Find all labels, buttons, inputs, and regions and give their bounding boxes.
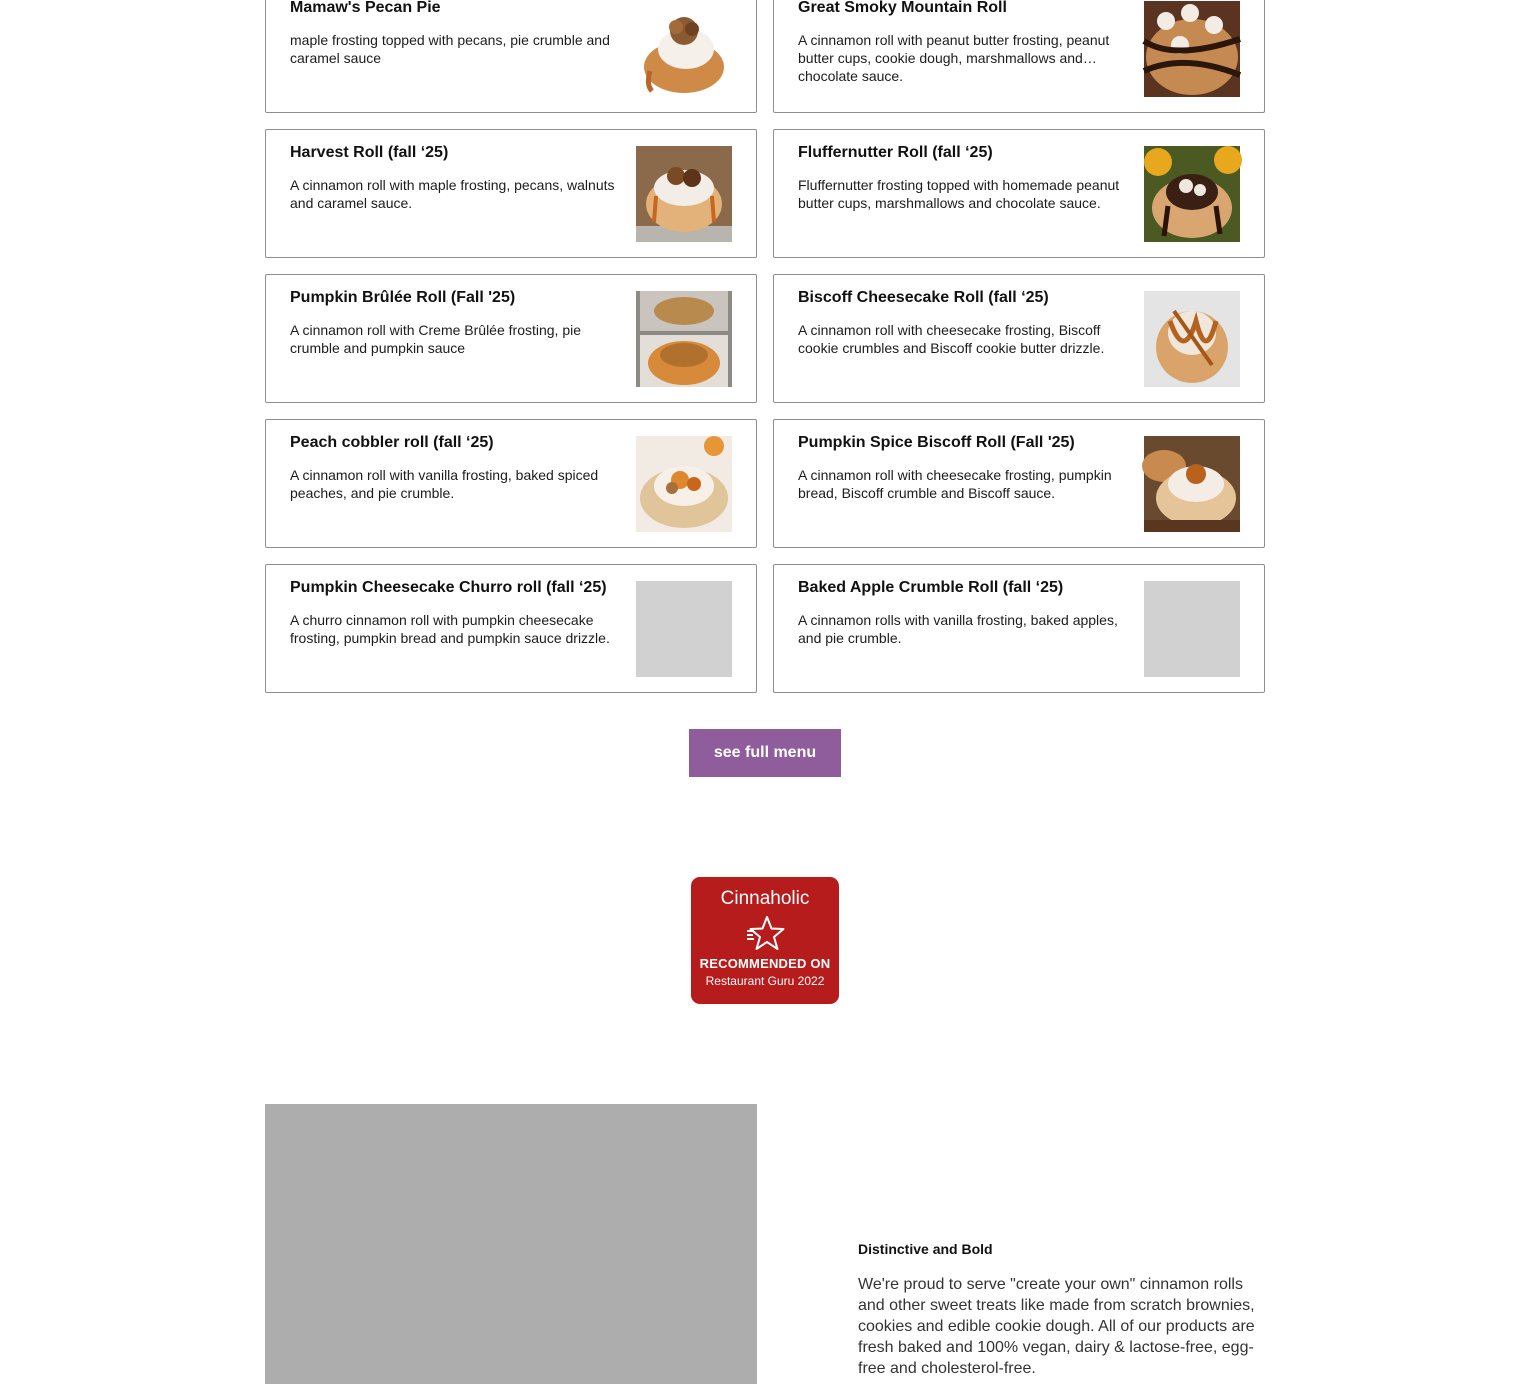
menu-item-image — [1144, 1, 1240, 97]
menu-item-description: A cinnamon rolls with vanilla frosting, baked apples, and pie crumble. — [798, 612, 1118, 646]
menu-item-card[interactable] — [773, 274, 1265, 403]
menu-item-card[interactable] — [265, 129, 757, 258]
menu-item-image — [1144, 436, 1240, 532]
menu-item-card[interactable] — [265, 0, 757, 113]
menu-item-name: Pumpkin Spice Biscoff Roll (Fall '25) — [798, 434, 1075, 451]
menu-item-image — [636, 1, 732, 97]
menu-item-image-placeholder — [636, 581, 732, 677]
menu-item-card[interactable] — [773, 419, 1265, 548]
menu-item-name: Great Smoky Mountain Roll — [798, 0, 1007, 16]
see-full-menu-button[interactable]: see full menu — [689, 729, 841, 777]
menu-item-name: Fluffernutter Roll (fall ‘25) — [798, 144, 993, 161]
menu-grid — [265, 0, 1265, 693]
menu-item-image — [1144, 146, 1240, 242]
menu-item-image — [636, 436, 732, 532]
restaurant-guru-badge[interactable] — [691, 877, 839, 1004]
menu-item-card[interactable] — [773, 0, 1265, 113]
menu-item-name: Peach cobbler roll (fall ‘25) — [290, 434, 494, 451]
menu-item-name: Mamaw's Pecan Pie — [290, 0, 441, 16]
menu-item-description: A cinnamon roll with cheesecake frosting, Biscoff cookie crumbles and Biscoff cookie butter drizzle. — [798, 322, 1105, 356]
menu-item-image — [636, 146, 732, 242]
menu-item-name: Biscoff Cheesecake Roll (fall ‘25) — [798, 289, 1049, 306]
about-title: Distinctive and Bold — [858, 1241, 993, 1257]
badge-restaurant-name: Cinnaholic — [720, 888, 810, 909]
menu-item-card[interactable] — [265, 274, 757, 403]
menu-item-name: Harvest Roll (fall ‘25) — [290, 144, 449, 161]
menu-item-description: A churro cinnamon roll with pumpkin cheesecake frosting, pumpkin bread and pumpkin sauce drizzle. — [290, 612, 610, 646]
menu-item-description: A cinnamon roll with cheesecake frosting, pumpkin bread, Biscoff crumble and Biscoff sauce. — [798, 467, 1112, 501]
badge-source: Restaurant Guru 2022 — [705, 974, 825, 988]
about-photo-placeholder — [265, 1104, 757, 1384]
star-icon — [745, 914, 785, 954]
menu-item-card[interactable] — [265, 419, 757, 548]
badge-recommended-label: RECOMMENDED ON — [699, 956, 831, 971]
menu-item-description: A cinnamon roll with maple frosting, pecans, walnuts and caramel sauce. — [290, 177, 615, 211]
menu-item-image — [636, 291, 732, 387]
menu-item-name: Baked Apple Crumble Roll (fall ‘25) — [798, 579, 1064, 596]
menu-item-name: Pumpkin Brûlée Roll (Fall '25) — [290, 289, 516, 306]
menu-item-description: Fluffernutter frosting topped with homemade peanut butter cups, marshmallows and chocolate sauce. — [798, 177, 1120, 211]
menu-item-description: A cinnamon roll with Creme Brûlée frosting, pie crumble and pumpkin sauce — [290, 322, 582, 356]
menu-item-description: maple frosting topped with pecans, pie crumble and caramel sauce — [290, 32, 610, 66]
menu-item-name: Pumpkin Cheesecake Churro roll (fall ‘25) — [290, 579, 607, 596]
menu-item-card[interactable] — [773, 564, 1265, 693]
menu-item-description: A cinnamon roll with vanilla frosting, baked spiced peaches, and pie crumble. — [290, 467, 599, 501]
menu-item-image-placeholder — [1144, 581, 1240, 677]
menu-item-card[interactable] — [773, 129, 1265, 258]
menu-item-card[interactable] — [265, 564, 757, 693]
about-text: We're proud to serve "create your own" cinnamon rolls and other sweet treats like made from scratch brownies, cookies and edible cookie dough. All of our products are fresh baked and 100% vegan, dairy & lactose-free, egg-free and cholesterol-free. — [858, 1276, 1255, 1377]
menu-item-description: A cinnamon roll with peanut butter frosting, peanut butter cups, cookie dough, marshmallows and chocolate sauce. — [798, 32, 1110, 84]
menu-item-image — [1144, 291, 1240, 387]
